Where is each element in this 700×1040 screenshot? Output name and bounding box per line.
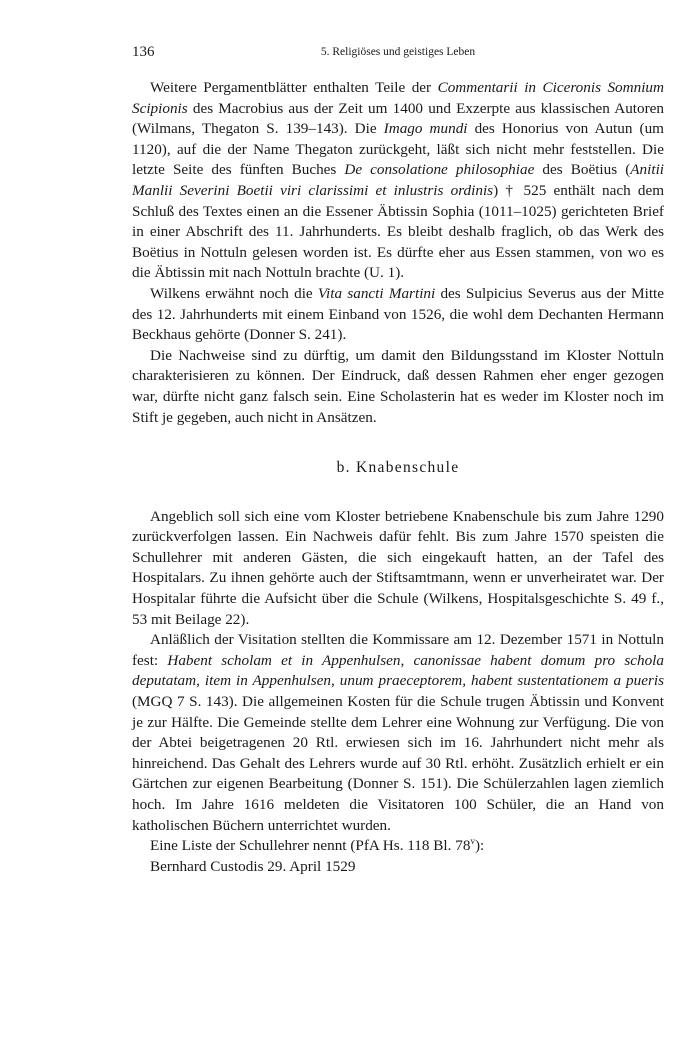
page-header [132,44,664,66]
list-item-teacher: Bernhard Custodis 29. April 1529 [150,857,356,875]
latin-quote: Habent scholam et in Appenhulsen, canonissae habent domum pro schola deputatam, item in Appenhulsen, unum praeceptorem, habent sustentationem a pueris [132,651,664,690]
title-commentarii: Commentarii in Ciceronis Somnium Scipionis [132,79,664,117]
paragraph-pergament: Weitere Pergamentblätter enthalten Teile der Commentarii in Ciceronis Somnium Scipionis des Macrobius aus der Zeit um 1400 und Exzerpte aus klassischen Autoren (Wilmans, Thegaton S. 139–143). Die Imago mundi des Honorius von Autun (um 1120), auf die der Name Thegaton zurückgeht, läßt sich nicht mehr feststellen. Die letzte Seite des fünften Buches De consolatione philosophiae des Boëtius (Anitii Manlii Severini Boetii viri clarissimi et inlustris ordinis) † 525 enthält nach dem Schluß des Textes einen an die Essener Äbtissin Sophia (1011–1025) gerichteten Brief in einer Abschrift des 11. Jahrhunderts. Es bleibt deshalb fraglich, ob das Werk des Boëtius in Nottuln gelesen worden ist. Es dürfte eher aus Essen stammen, von wo es die Äbtissin mit nach Nottuln brachte (U. 1). [132,79,665,282]
paragraph-knabenschule: Angeblich soll sich eine vom Kloster betriebene Knabenschule bis zum Jahre 1290 zurückverfolgen lassen. Ein Nachweis dafür fehlt. Bis zum Jahre 1570 speisten die Schullehrer mit anderen Gästen, die sich eingekauft hatten, an der Tafel des Hospitalars. Zu ihnen gehörte auch der Stiftsamtmann, wenn er unverheiratet war. Der Hospitalar führte die Aufsicht über die Schule (Wilkens, Hospitalsgeschichte S. 49 f., 53 mit Beilage 22). [132,507,664,628]
paragraph-visitation: Anläßlich der Visitation stellten die Kommissare am 12. Dezember 1571 in Nottuln fest: Habent scholam et in Appenhulsen, canonissae habent domum pro schola deputatam, item in Appenhulsen, unum praeceptorem, habent sustentationem a pueris (MGQ 7 S. 143). Die allgemeinen Kosten für die Schule trugen Äbtissin und Konvent je zur Hälfte. Die Gemeinde stellte dem Lehrer eine Wohnung zur Verfügung. Die von der Abtei beigetragenen 20 Rtl. erwiesen sich im 16. Jahrhundert nicht mehr als hinreichend. Das Gehalt des Lehrers wurde auf 30 Rtl. erhöht. Zusätzlich erhielt er ein Gärtchen zur eigenen Bearbeitung (Donner S. 151). Die Schülerzahlen lagen ziemlich hoch. Im Jahre 1616 meldeten die Visitatoren 100 Schüler, die an Hand von katholischen Büchern unterrichtet wurden. [132,631,664,834]
running-head: 5. Religiöses und geistiges Leben [320,46,476,58]
paragraph-nachweise: Die Nachweise sind zu dürftig, um damit den Bildungsstand im Kloster Nottuln charakterisieren zu können. Der Eindruck, daß dessen Rahmen eher enger gezogen war, dürfte nicht ganz falsch sein. Eine Scholasterin hat es weder im Kloster noch im Stift je gegeben, auch nicht in Ansätzen. [132,346,664,426]
title-boetius-full: Anitii Manlii Severini Boetii viri clarissimi et inlustris ordinis [132,161,665,199]
title-de-consolatione: De consolatione philosophiae [344,161,535,179]
section-heading: b. Knabenschule [336,459,460,477]
title-vita-martini: Vita sancti Martini [317,284,436,302]
page-number: 136 [132,44,155,60]
body-text [132,78,664,877]
title-imago-mundi: Imago mundi [383,120,468,138]
paragraph-wilkens: Wilkens erwähnt noch die Vita sancti Martini des Sulpicius Severus aus der Mitte des 12. Jahrhunderts mit einem Einband von 1526, die wohl dem Dechanten Hermann Beckhaus gehörte (Donner S. 241). [132,284,664,344]
paragraph-liste: Eine Liste der Schullehrer nennt (PfA Hs. 118 Bl. 78$^v$): [150,836,485,855]
